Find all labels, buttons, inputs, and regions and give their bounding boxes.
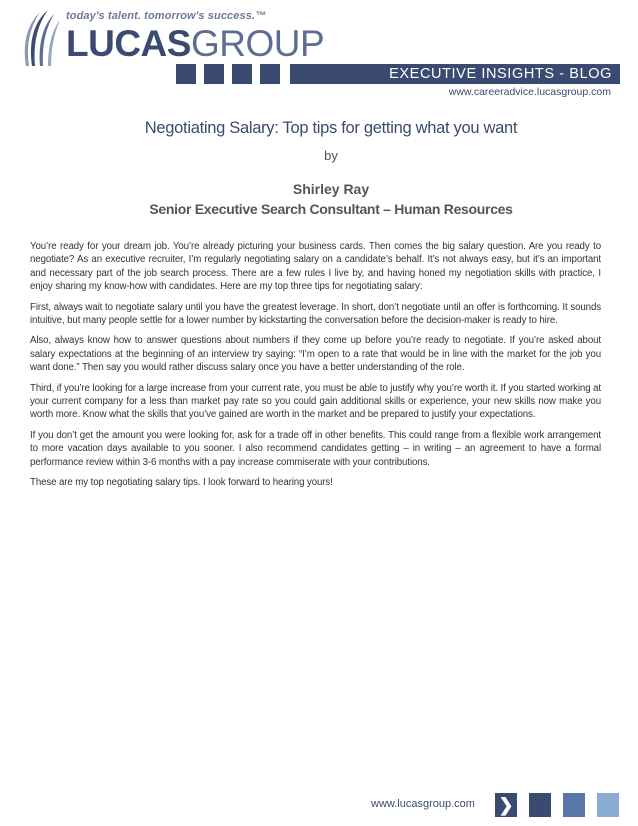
brand-bold: LUCAS <box>66 23 191 64</box>
lucas-group-logo-icon <box>18 8 66 75</box>
footer-square <box>529 793 551 817</box>
blog-url-link[interactable]: www.careeradvice.lucasgroup.com <box>448 86 611 98</box>
header-square <box>260 64 280 84</box>
paragraph: Third, if you’re looking for a large increase from your current rate, you must be able to justify why you’re worth it. If you started working at your current company for a less than market pay rate so you could gain additional skills or experience, your new skills now make you worth more. Know what the skills that you’ve gained are worth in the market and be prepared to justify your expectations. <box>30 382 601 421</box>
paragraph: These are my top negotiating salary tips. I look forward to hearing yours! <box>30 477 333 489</box>
paragraph: You’re ready for your dream job. You’re already picturing your business cards. Then comes the big salary question. Are you ready to negotiate? As an executive recruiter, I’m regularly negotiating salary on a candidate’s behalf. It’s not always easy, but it’s an important and necessary part of the job search process. There are a few rules I live by, and having honed my negotiation skills with practice, I enjoy sharing my know-how with candidates. Here are my top three tips for negotiating salary: <box>30 241 601 293</box>
byline-by: by <box>324 148 338 163</box>
next-arrow-icon[interactable]: ❯ <box>495 793 517 817</box>
executive-insights-banner: EXECUTIVE INSIGHTS - BLOG <box>290 64 620 84</box>
paragraph: Also, always know how to answer questions about numbers if they come up before you’re ready to negotiate. If you’re asked about salary expectations at the beginning of an interview try saying: “I’m open to a rate that would be in line with the market for the job you want done.” Then say you would rather discuss salary once you have a better understanding of the role. <box>30 335 601 374</box>
paragraph: First, always wait to negotiate salary until you have the greatest leverage. In short, don’t negotiate until an offer is forthcoming. It sounds intuitive, but many people settle for a lower number by kickstarting the conversation before the decision-maker is ready to hire. <box>30 301 601 327</box>
header-square <box>232 64 252 84</box>
header-square <box>204 64 224 84</box>
article-title: Negotiating Salary: Top tips for getting what you want <box>144 119 518 137</box>
header-square <box>176 64 196 84</box>
footer-url-link[interactable]: www.lucasgroup.com <box>371 798 475 810</box>
brand-name <box>66 25 324 62</box>
paragraph: If you don’t get the amount you were looking for, ask for a trade off in other benefits. This could range from a flexible work arrangement to more vacation days available to you sooner. I also recommend candidates getting – in writing – an agreement to have a formal performance review within 3-6 months with a pay increase commiserate with your contributions. <box>30 429 601 468</box>
author-name: Shirley Ray <box>292 181 370 197</box>
article-body <box>30 240 601 497</box>
footer-square <box>597 793 619 817</box>
author-role: Senior Executive Search Consultant – Human Resources <box>149 201 513 217</box>
brand-light: GROUP <box>190 23 325 64</box>
tagline: today's talent. tomorrow's success.™ <box>66 10 267 22</box>
footer-square <box>563 793 585 817</box>
